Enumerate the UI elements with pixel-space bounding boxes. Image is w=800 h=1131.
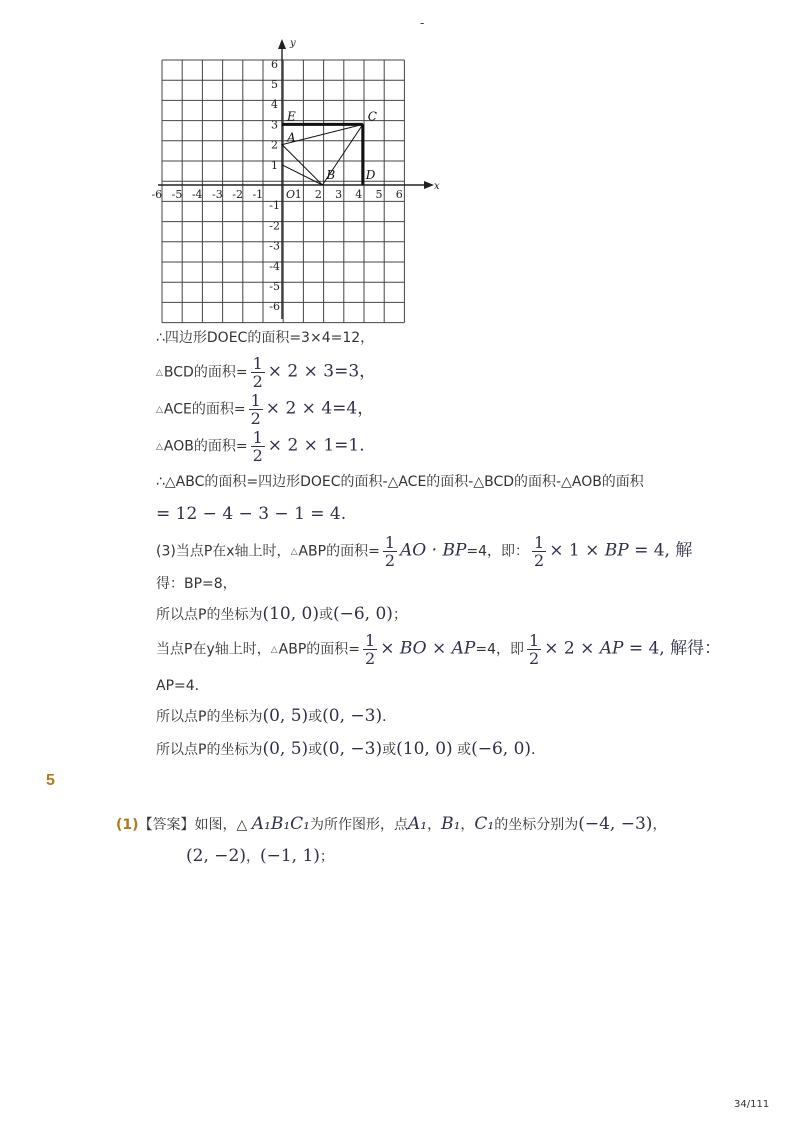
math: (10, 0) <box>396 739 453 759</box>
y-tick-label: -5 <box>269 280 280 293</box>
answer-tag: 【答案】 <box>138 817 195 833</box>
y-tick-label: -2 <box>269 219 280 233</box>
text: ， <box>460 817 475 833</box>
q5-answer-line2 <box>186 846 334 866</box>
text: ACE的面积= <box>163 401 246 418</box>
text: (3)当点P在x轴上时， <box>156 543 291 560</box>
text: ， <box>427 817 442 833</box>
text: =4，即 <box>475 641 525 658</box>
fraction-half <box>249 392 263 427</box>
math: BO × AP <box>399 638 476 659</box>
line-abc-area-formula: ∴△ABC的面积=四边形DOEC的面积-△ACE的面积-△BCD的面积-△AOB的面积 <box>156 474 644 490</box>
math: BP <box>604 540 629 561</box>
triangle-symbol: △ <box>156 404 163 415</box>
y-tick-label: 4 <box>271 98 278 112</box>
math: B₁ <box>441 814 461 834</box>
line-p-coords-y <box>156 706 396 727</box>
x-tick-label: -2 <box>232 188 243 201</box>
text: 当点P在y轴上时， <box>156 641 271 658</box>
text: ABP的面积= <box>278 641 361 658</box>
text: 所以点P的坐标为 <box>156 709 263 725</box>
math: (0, 5) <box>262 706 309 726</box>
text: 所以点P的坐标为 <box>156 607 263 623</box>
numerator: 1 <box>252 428 263 447</box>
point-label-d: D <box>365 168 376 182</box>
math: (2, −2) <box>186 846 246 866</box>
denominator: 2 <box>534 551 545 570</box>
y-tick-label: 5 <box>271 78 278 91</box>
math: × 2 × <box>544 638 600 659</box>
y-tick-label: 2 <box>271 138 278 152</box>
numerator: 1 <box>529 631 540 650</box>
y-tick-label: -4 <box>269 259 280 273</box>
text: ． <box>382 709 397 725</box>
fraction-half <box>363 632 377 667</box>
math: × <box>380 638 400 659</box>
text: ． <box>531 742 546 758</box>
x-tick-label: 1 <box>294 188 302 201</box>
line-ap-result: AP=4． <box>156 678 209 694</box>
fraction-half <box>527 632 541 667</box>
numerator: 1 <box>384 533 396 552</box>
line-p-coords-all <box>156 739 545 760</box>
numerator: 1 <box>534 533 545 552</box>
denominator: 2 <box>252 372 263 391</box>
text: 为所作图形，点 <box>310 817 408 833</box>
text: × 2 × 4=4， <box>265 398 375 419</box>
text: BCD的面积= <box>163 364 248 381</box>
x-tick-label: -3 <box>212 188 223 201</box>
triangle-symbol: △ <box>290 546 298 557</box>
math: A₁ <box>408 814 428 834</box>
text: 或 <box>318 607 333 623</box>
x-tick-label: 2 <box>314 188 322 201</box>
segment-to-b <box>282 165 322 185</box>
fraction-half <box>251 355 265 390</box>
q5-answer-line1 <box>116 814 666 834</box>
math: × 1 × <box>549 540 605 561</box>
numerator: 1 <box>250 391 261 410</box>
line-part3-y-axis <box>156 632 721 667</box>
text: × 2 × 1=1． <box>267 435 377 456</box>
x-tick-label: 4 <box>355 188 363 201</box>
text: 或 <box>308 709 323 725</box>
math: A₁B₁C₁ <box>251 814 310 834</box>
line-ace-area <box>156 392 374 427</box>
math: AP <box>599 638 624 659</box>
math: (−6, 0) <box>471 739 532 759</box>
math: (−1, 1) <box>259 846 320 866</box>
math: = 4, 解得： <box>623 638 722 659</box>
numerator: 1 <box>252 354 263 373</box>
line-abc-area-result: = 12 − 4 − 3 − 1 = 4. <box>156 504 347 524</box>
y-tick-label: 1 <box>271 158 278 172</box>
x-tick-label: 3 <box>335 188 343 201</box>
top-mark: - <box>420 16 425 30</box>
triangle-symbol: △ <box>156 367 163 378</box>
y-tick-label: 3 <box>271 118 278 132</box>
point-label-a: A <box>287 130 296 145</box>
denominator: 2 <box>384 551 396 570</box>
math: (10, 0) <box>262 604 319 624</box>
text: 的坐标分别为 <box>494 817 579 833</box>
text: 或 <box>452 742 472 758</box>
y-axis-label: y <box>290 38 296 49</box>
triangle-symbol: △ <box>156 441 163 452</box>
triangle-symbol: △ <box>270 644 278 655</box>
origin-label: O <box>286 188 296 201</box>
math: (0, 5) <box>262 739 309 759</box>
line-bp-result: 得：BP=8， <box>156 576 237 592</box>
math: (−4, −3) <box>578 814 653 834</box>
text: ， <box>245 849 260 865</box>
y-tick-label: 6 <box>271 57 278 71</box>
text: ； <box>319 849 334 865</box>
x-tick-label: 6 <box>395 188 403 201</box>
text: ABP的面积= <box>298 543 380 560</box>
text: × 2 × 3=3， <box>267 361 377 382</box>
x-axis-arrow <box>424 181 434 189</box>
math: C₁ <box>474 814 495 834</box>
fraction-half <box>383 534 397 569</box>
math: (0, −3) <box>322 739 383 759</box>
line-quad-area: ∴四边形DOEC的面积=3×4=12， <box>156 330 375 346</box>
page-number: 34/111 <box>734 1099 770 1110</box>
math: = 4, 解 <box>628 540 693 561</box>
math: (−6, 0) <box>332 604 393 624</box>
text: 或 <box>382 742 397 758</box>
fraction-half <box>251 429 265 464</box>
text: 所以点P的坐标为 <box>156 742 263 758</box>
math: (0, −3) <box>322 706 383 726</box>
text: 如图，△ <box>194 817 252 833</box>
line-aob-area <box>156 429 376 464</box>
text: ； <box>392 607 407 623</box>
coordinate-grid-figure <box>150 35 450 325</box>
x-axis-label: x <box>434 181 440 192</box>
point-label-c: C <box>367 109 377 124</box>
line-p-coords-x <box>156 604 407 625</box>
y-tick-label: -1 <box>269 199 280 213</box>
text: 或 <box>308 742 323 758</box>
math: AO · BP <box>400 540 467 561</box>
y-tick-label: -6 <box>269 300 280 314</box>
x-tick-label: -5 <box>171 188 183 201</box>
line-part3-x-axis <box>156 534 692 569</box>
denominator: 2 <box>365 649 376 668</box>
numerator: 1 <box>365 631 376 650</box>
question-number: 5 <box>46 772 55 789</box>
text: =4，即： <box>466 543 530 560</box>
denominator: 2 <box>529 649 540 668</box>
text: AOB的面积= <box>163 438 248 455</box>
y-tick-label: -3 <box>269 239 280 253</box>
fraction-half <box>532 534 546 569</box>
point-label-e: E <box>287 109 296 124</box>
x-tick-label: -4 <box>191 188 203 201</box>
text: ， <box>652 817 667 833</box>
point-label-b: B <box>326 168 336 182</box>
part-label: (1) <box>116 817 139 833</box>
x-tick-label: -6 <box>151 188 163 201</box>
x-tick-label: -1 <box>252 188 264 201</box>
line-bcd-area <box>156 355 376 390</box>
denominator: 2 <box>252 446 263 465</box>
x-tick-label: 5 <box>375 188 383 201</box>
y-axis-arrow <box>278 39 286 49</box>
denominator: 2 <box>250 409 261 428</box>
